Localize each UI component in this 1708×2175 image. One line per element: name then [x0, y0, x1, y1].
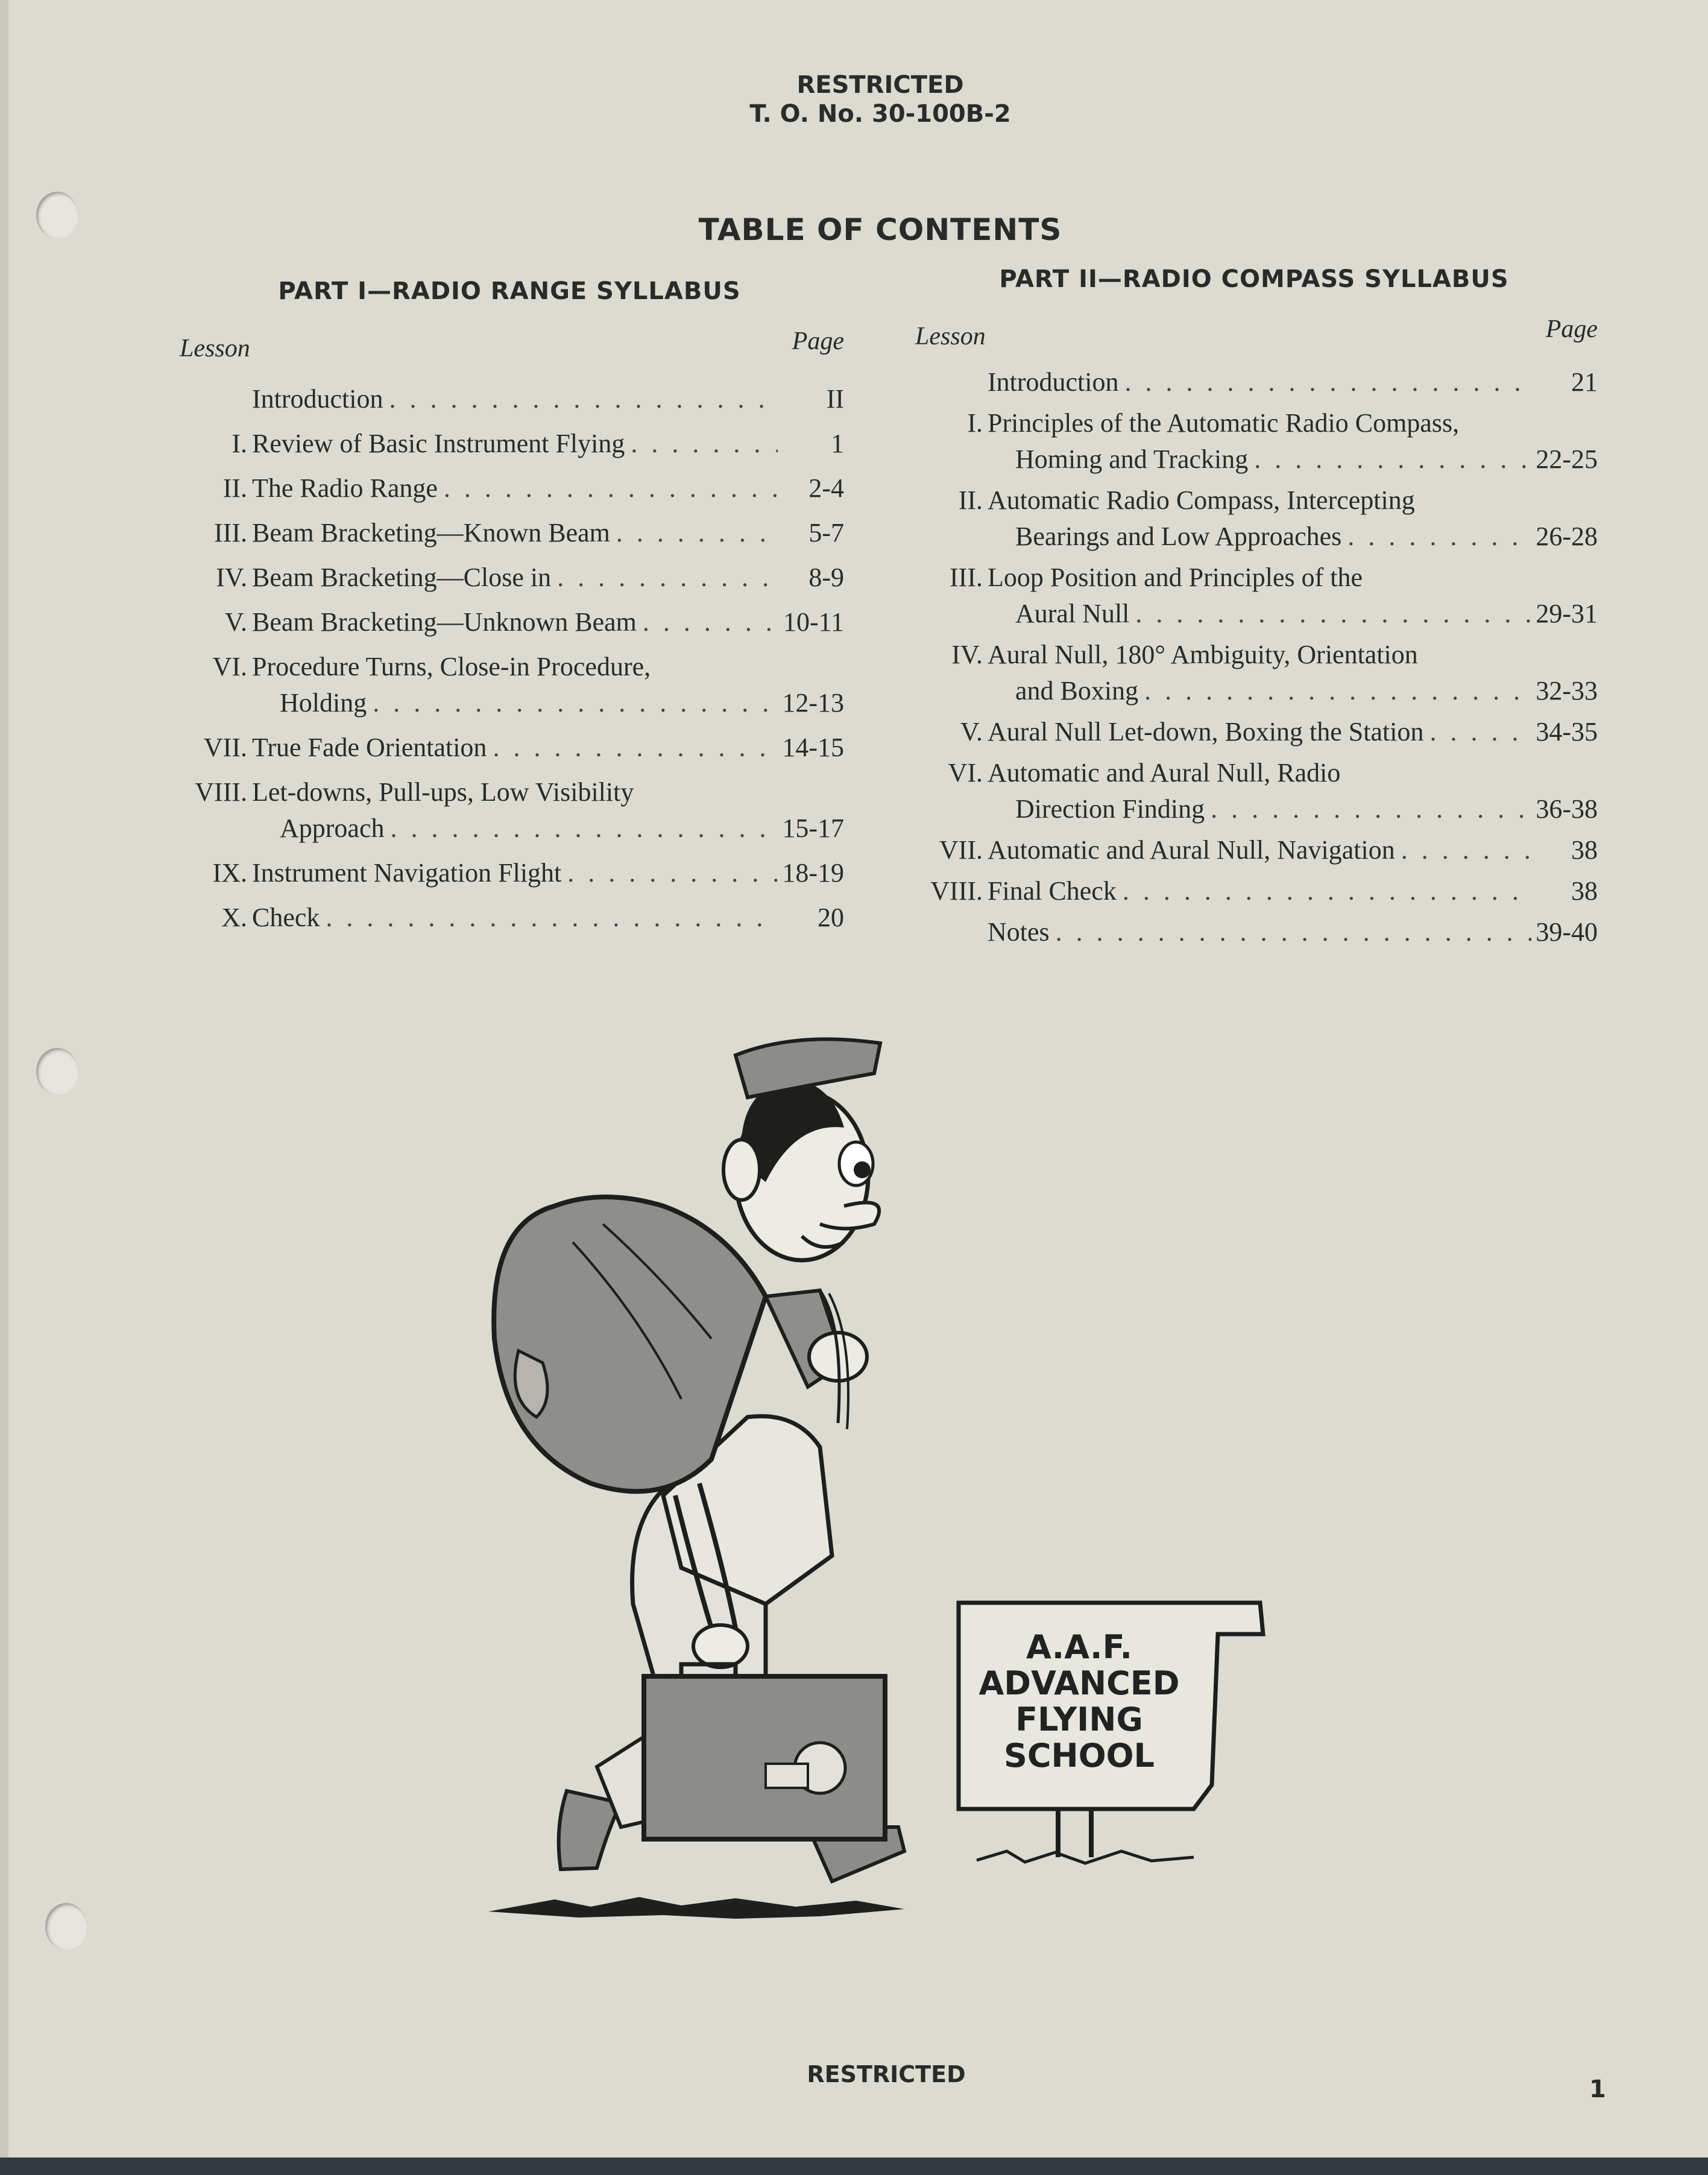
dot-leader	[1429, 714, 1531, 750]
page-reference: 20	[818, 903, 844, 932]
toc-entry	[910, 755, 1598, 827]
dot-leader	[1254, 441, 1531, 478]
lesson-number: VII.	[203, 733, 247, 762]
toc-entry	[910, 832, 1598, 868]
toc-entry	[175, 900, 844, 936]
dot-leader	[631, 426, 778, 462]
part-1-lesson-list	[175, 381, 844, 936]
toc-entry	[175, 470, 844, 507]
page-reference: II	[826, 384, 844, 414]
part-2-column-headers	[910, 315, 1598, 351]
page-column-label: Page	[792, 327, 844, 355]
footer-classification: RESTRICTED	[807, 2061, 966, 2088]
lesson-number: VIII.	[195, 777, 247, 807]
page-reference: 38	[1571, 876, 1598, 906]
dot-leader	[643, 604, 778, 640]
dot-leader	[1056, 914, 1531, 950]
toc-entry	[175, 381, 844, 417]
lesson-number: II.	[958, 485, 983, 515]
toc-entry	[175, 649, 844, 721]
sign-line: FLYING	[1015, 1700, 1143, 1738]
lesson-number: II.	[222, 473, 247, 503]
dot-leader	[326, 900, 778, 936]
toc-entry	[910, 873, 1598, 909]
toc-entry	[175, 560, 844, 596]
page-reference: 26-28	[1536, 522, 1598, 551]
toc-entry	[175, 426, 844, 462]
toc-entry	[175, 855, 844, 891]
lesson-title: Introduction	[988, 367, 1119, 397]
lesson-number: VI.	[212, 652, 247, 681]
page-edge	[0, 0, 8, 2159]
lesson-title: Review of Basic Instrument Flying	[252, 429, 625, 458]
lesson-number: VI.	[948, 758, 983, 788]
dot-leader	[1347, 519, 1531, 555]
toc-entry	[175, 774, 844, 847]
lesson-number: I.	[232, 429, 247, 458]
lesson-number: IX.	[212, 858, 247, 888]
page-reference: 21	[1571, 367, 1598, 397]
part-1-title: PART I—RADIO RANGE SYLLABUS	[278, 277, 741, 305]
sign-line: ADVANCED	[978, 1664, 1180, 1702]
part-2-column	[910, 265, 1598, 955]
toc-entry	[910, 914, 1598, 950]
dot-leader	[1401, 832, 1531, 868]
dot-leader	[557, 560, 778, 596]
lesson-title: The Radio Range	[252, 473, 438, 503]
page-reference: 18-19	[782, 858, 844, 888]
lesson-title: Homing and Tracking	[1015, 444, 1249, 474]
lesson-title: Let-downs, Pull-ups, Low Visibility	[252, 777, 634, 807]
dot-leader	[1144, 673, 1531, 709]
toc-entry	[910, 714, 1598, 750]
page-reference: 12-13	[782, 688, 844, 718]
scanner-background-strip	[0, 2158, 1708, 2175]
binder-hole	[36, 1048, 78, 1095]
part-2-lesson-list	[910, 364, 1598, 950]
lesson-number: III.	[214, 518, 247, 548]
lesson-title: Beam Bracketing—Known Beam	[252, 518, 610, 548]
page-reference: 5-7	[808, 518, 844, 548]
dot-leader	[373, 685, 778, 721]
page-reference: 10-11	[783, 607, 844, 637]
lesson-title: Instrument Navigation Flight	[252, 858, 562, 888]
toc-entry	[910, 482, 1598, 555]
lesson-title: and Boxing	[1015, 676, 1139, 706]
cadet-cartoon-illustration	[482, 1025, 1290, 1942]
header-tech-order: T. O. No. 30-100B-2	[749, 100, 1011, 128]
lesson-number: IV.	[951, 640, 983, 669]
lesson-title: Approach	[280, 813, 385, 843]
page-column-label: Page	[1545, 315, 1598, 343]
lesson-number: VIII.	[930, 876, 983, 906]
page-reference: 1	[831, 429, 844, 458]
header-classification: RESTRICTED	[796, 71, 964, 99]
lesson-title: Holding	[280, 688, 367, 718]
dot-leader	[1135, 596, 1531, 632]
lesson-title: Automatic and Aural Null, Radio	[988, 758, 1341, 788]
lesson-title: Procedure Turns, Close-in Procedure,	[252, 652, 651, 681]
dot-leader	[1123, 873, 1531, 909]
page-reference: 22-25	[1536, 444, 1598, 474]
toc-entry	[910, 560, 1598, 632]
dot-leader	[493, 730, 778, 766]
lesson-title: Principles of the Automatic Radio Compass,	[988, 408, 1460, 438]
dot-leader	[389, 381, 778, 417]
binder-hole	[45, 1903, 87, 1950]
dot-leader	[1211, 791, 1531, 827]
lesson-title: Automatic Radio Compass, Intercepting	[988, 485, 1415, 515]
lesson-title: Final Check	[988, 876, 1117, 906]
dot-leader	[567, 855, 778, 891]
lesson-number: IV.	[216, 563, 247, 592]
part-1-column	[175, 277, 844, 944]
part-2-title: PART II—RADIO COMPASS SYLLABUS	[999, 265, 1509, 293]
dot-leader	[391, 810, 778, 847]
page-number: 1	[1589, 2076, 1606, 2103]
page-reference: 14-15	[782, 733, 844, 762]
toc-entry	[175, 515, 844, 551]
lesson-title: Beam Bracketing—Close in	[252, 563, 552, 592]
dot-leader	[616, 515, 778, 551]
lesson-title: Introduction	[252, 384, 383, 414]
page-title: TABLE OF CONTENTS	[698, 212, 1062, 247]
lesson-title: True Fade Orientation	[252, 733, 487, 762]
page-reference: 8-9	[808, 563, 844, 592]
toc-entry	[175, 730, 844, 766]
lesson-title: Aural Null Let-down, Boxing the Station	[988, 717, 1424, 747]
lesson-title: Aural Null	[1015, 599, 1130, 628]
page-reference: 15-17	[782, 813, 844, 843]
toc-entry	[910, 637, 1598, 709]
page-reference: 2-4	[808, 473, 844, 503]
dot-leader	[1125, 364, 1531, 400]
toc-entry	[910, 405, 1598, 478]
lesson-number: X.	[221, 903, 247, 932]
page-reference: 32-33	[1536, 676, 1598, 706]
lesson-title: Notes	[988, 917, 1050, 947]
page-reference: 36-38	[1536, 794, 1598, 824]
lesson-title: Loop Position and Principles of the	[988, 563, 1363, 592]
lesson-column-label: Lesson	[915, 323, 986, 350]
lesson-number: V.	[224, 607, 247, 637]
toc-entry	[175, 604, 844, 640]
lesson-column-label: Lesson	[180, 335, 250, 362]
lesson-title: Direction Finding	[1015, 794, 1205, 824]
page-reference: 38	[1571, 835, 1598, 865]
lesson-number: V.	[960, 717, 983, 747]
dot-leader	[444, 470, 778, 507]
sign-line: A.A.F.	[1026, 1628, 1133, 1666]
page-reference: 39-40	[1536, 917, 1598, 947]
lesson-number: VII.	[939, 835, 983, 865]
lesson-number: I.	[967, 408, 983, 438]
lesson-number: III.	[950, 563, 983, 592]
toc-entry	[910, 364, 1598, 400]
lesson-title: Automatic and Aural Null, Navigation	[988, 835, 1395, 865]
sign-line: SCHOOL	[1004, 1737, 1155, 1775]
lesson-title: Bearings and Low Approaches	[1015, 522, 1342, 551]
lesson-title: Check	[252, 903, 320, 932]
lesson-title: Aural Null, 180° Ambiguity, Orientation	[988, 640, 1418, 669]
page-reference: 29-31	[1536, 599, 1598, 628]
page-reference: 34-35	[1536, 717, 1598, 747]
part-1-column-headers	[175, 327, 844, 363]
lesson-title: Beam Bracketing—Unknown Beam	[252, 607, 637, 637]
